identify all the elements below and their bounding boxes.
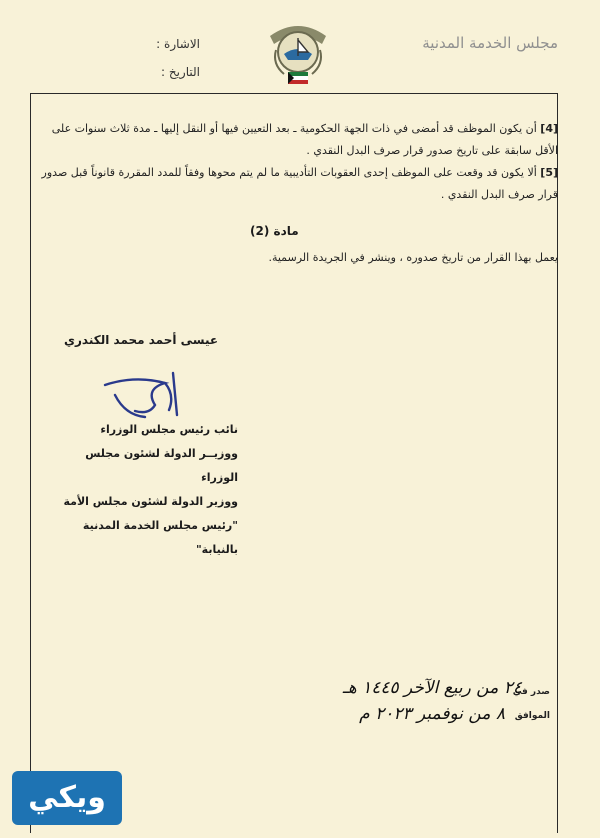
reference-block <box>150 30 200 86</box>
org-header: مجلس الخدمة المدنية <box>422 34 558 52</box>
clause-4-number: [4] <box>540 122 558 135</box>
frame-top <box>30 93 558 94</box>
clause-4-text: أن يكون الموظف قد أمضى في ذات الجهة الحكومية ـ بعد التعيين فيها أو النقل إليها ـ مدة ثلاث سنوات على الأقل سابقة على تاريخ صدور قرار صرف البدل النقدي . <box>51 122 558 157</box>
clause-5-number: [5] <box>540 166 558 179</box>
signatory-title: ووزير الدولة لشئون مجلس الأمة <box>63 495 238 508</box>
clause-5 <box>30 162 558 206</box>
article-text: يعمل بهذا القرار من تاريخ صدوره ، وينشر في الجريدة الرسمية. <box>268 251 558 264</box>
article-title: مادة (2) <box>250 224 299 238</box>
signatory-titles <box>48 418 238 562</box>
clause-5-text: ألا يكون قد وقعت على الموظف إحدى العقوبات التأديبية ما لم يتم محوها وفقاً للمدد المقررة قانوناً قبل صدور قرار صرف البدل النقدي . <box>41 166 558 201</box>
signatory-title: نائب رئيس مجلس الوزراء <box>100 423 238 436</box>
date-label: التاريخ : <box>160 65 200 79</box>
signatory-name: عيسى أحمد محمد الكندري <box>64 333 219 347</box>
issued-label: صدر في <box>512 687 550 697</box>
hijri-date: ٢٤ من ربيع الآخر ١٤٤٥ هـ <box>342 678 522 698</box>
clause-4 <box>30 118 558 162</box>
gregorian-date: ٨ من نوفمبر ٢٠٢٣ م <box>359 704 505 724</box>
signature-mark <box>85 355 205 425</box>
signatory-title: "رئيس مجلس الخدمة المدنية بالنيابة" <box>82 519 238 556</box>
signatory-title: ووزيــر الدولة لشئون مجلس الوزراء <box>85 447 238 484</box>
reference-label: الاشارة : <box>156 37 200 51</box>
state-emblem-icon <box>262 14 334 94</box>
equivalent-label: الموافق <box>514 711 550 721</box>
site-logo: ويكي <box>12 771 122 825</box>
